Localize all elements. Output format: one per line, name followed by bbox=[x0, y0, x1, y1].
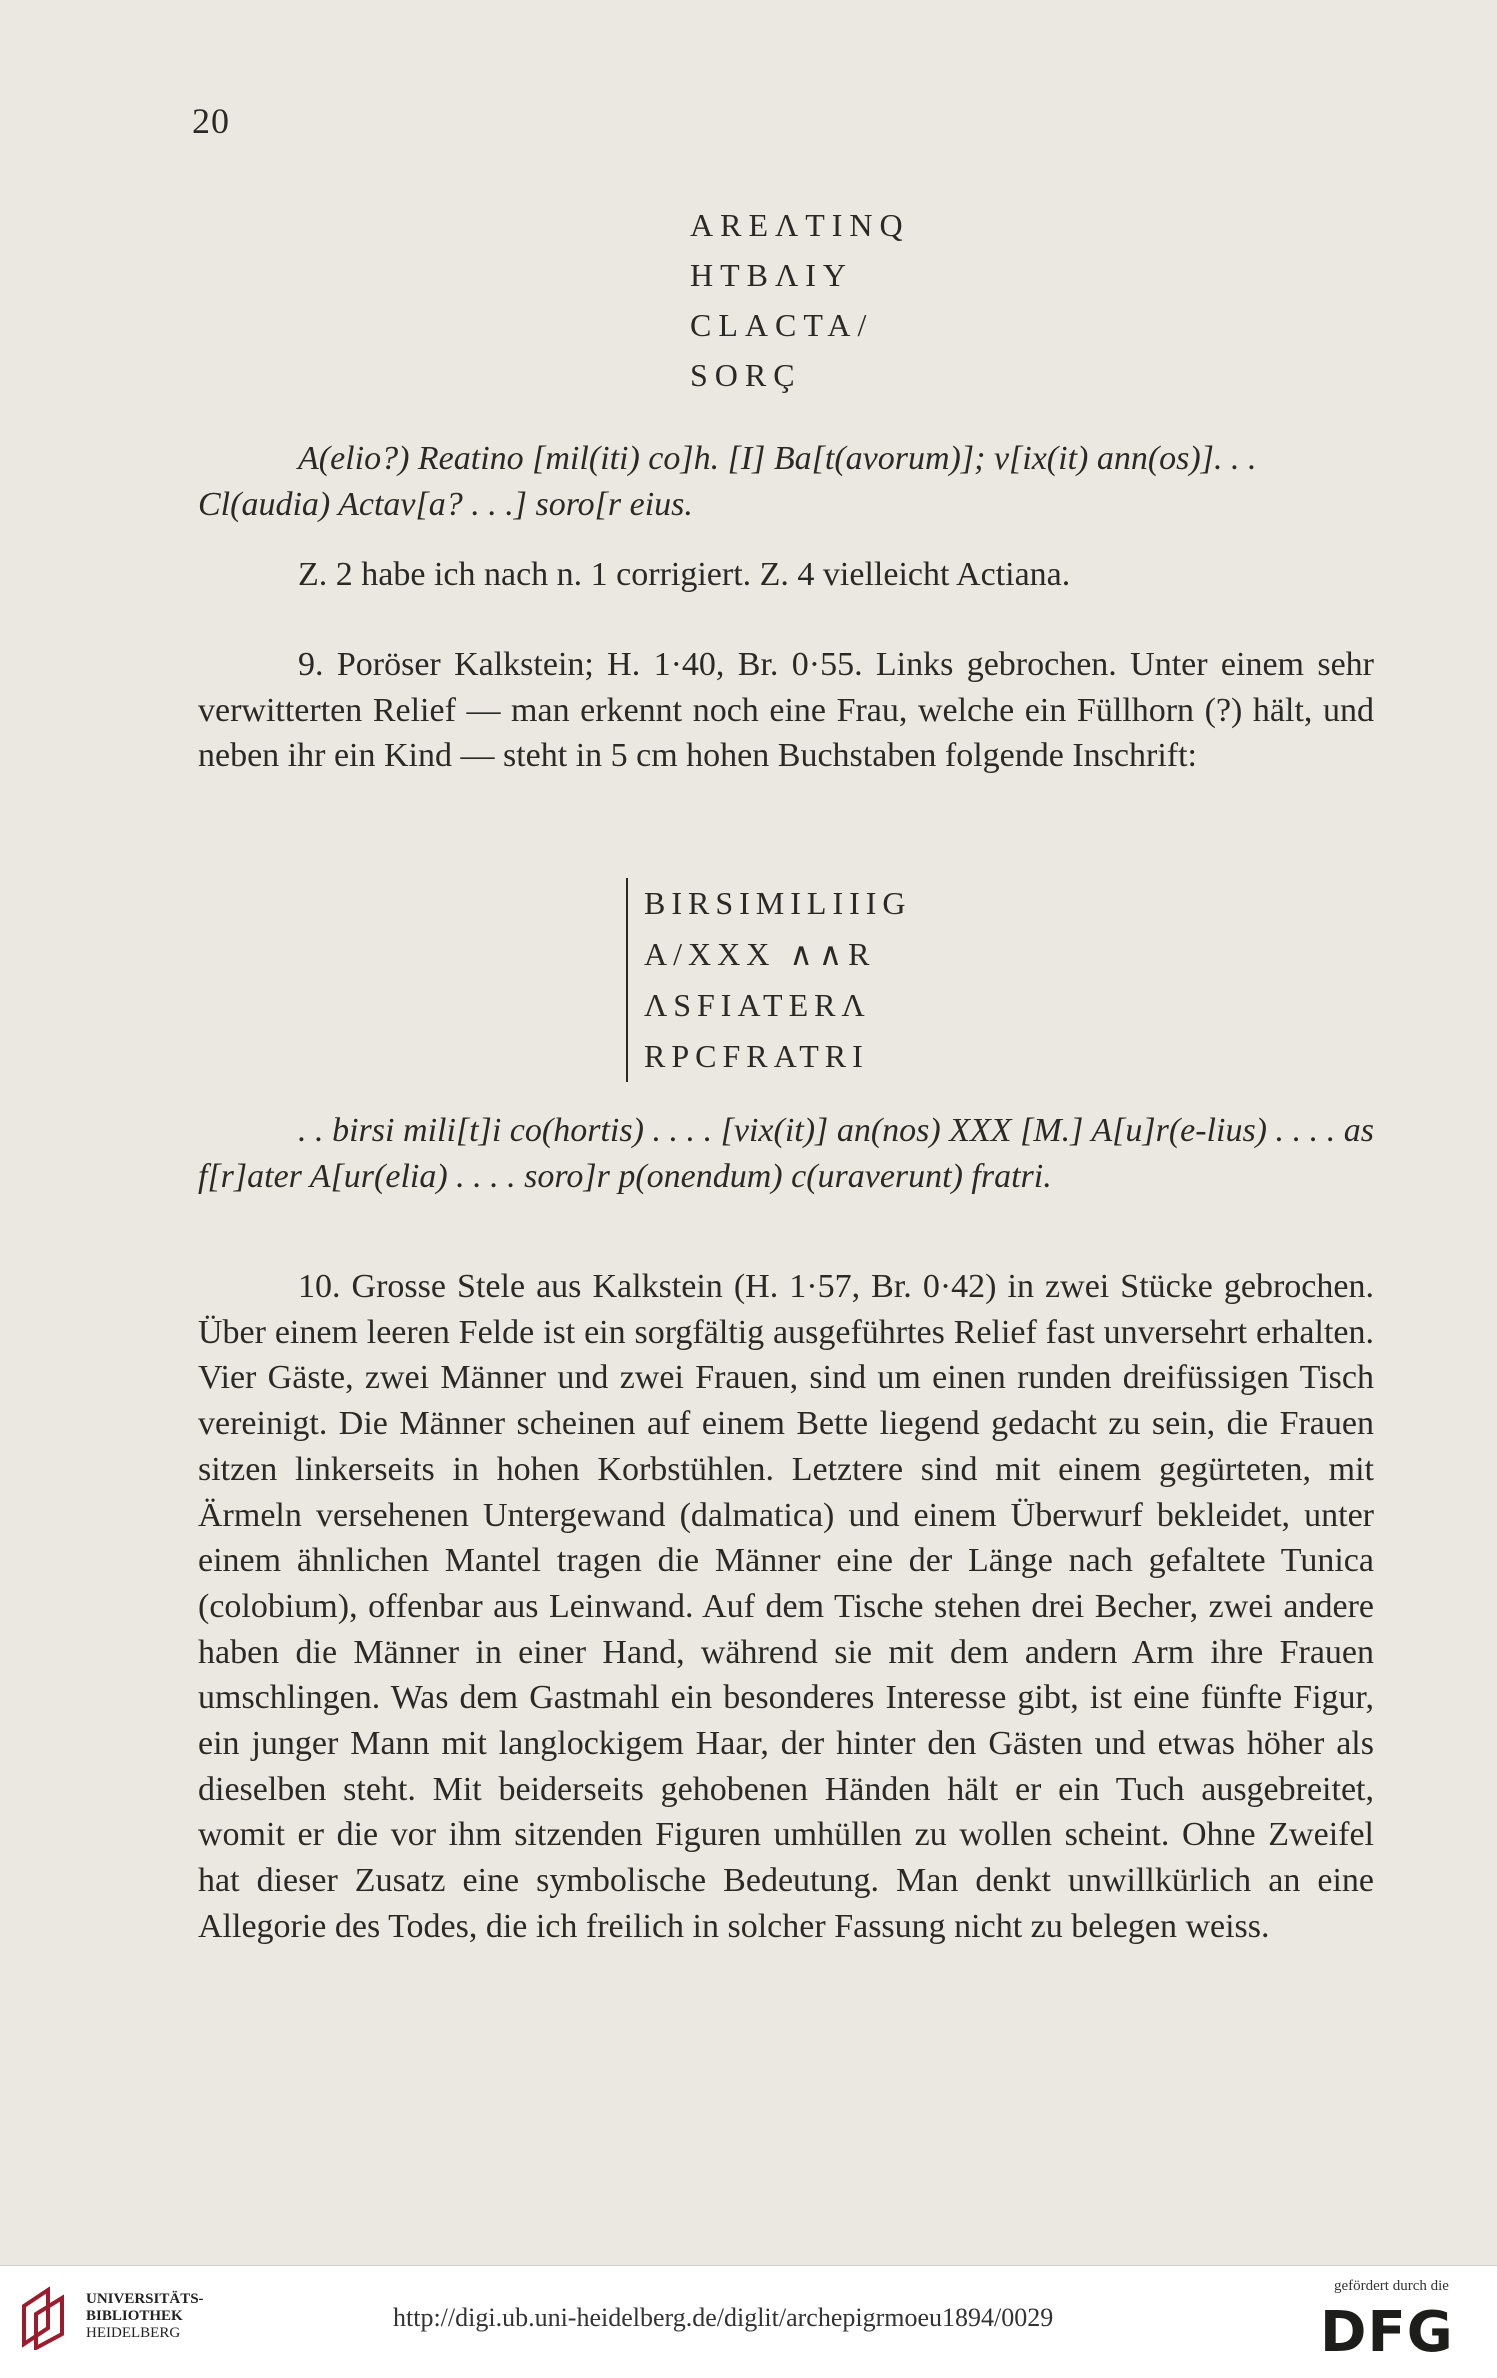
entry-10-paragraph bbox=[198, 1264, 1374, 1950]
page-number: 20 bbox=[192, 101, 230, 141]
inscription-line: AREΛTINQ bbox=[690, 207, 910, 243]
reading-line: Cl(audia) Actav[a? . . .] soro[r eius. bbox=[198, 485, 693, 523]
library-name bbox=[86, 2291, 204, 2342]
entry-9-paragraph bbox=[198, 642, 1374, 779]
reading-text: . . birsi mili[t]i co(hortis) . . . . [vix(it)] an(nos) XXX [M.] A[u]r(e-lius) . . . . as f[r]ater A[ur(elia) . . . . soro]r p(onendum) c(uraverunt) fratri. bbox=[198, 1112, 1374, 1195]
inscription-line: BIRSIMILIIIG bbox=[644, 885, 912, 921]
inscription-line: SORÇ bbox=[690, 357, 802, 393]
commentary-text: Z. 2 habe ich nach n. 1 corrigiert. Z. 4 vielleicht Actiana. bbox=[298, 556, 1071, 593]
funded-by-label: gefördert durch die bbox=[1334, 2278, 1449, 2294]
library-name-line: BIBLIOTHEK bbox=[86, 2308, 183, 2324]
entry-10-text: 10. Grosse Stele aus Kalkstein (H. 1·57, Br. 0·42) in zwei Stücke gebrochen. Über einem leeren Felde ist ein sorgfältig ausgeführtes Relief fast unversehrt erhalten. Vier Gäste, zwei Männer und zwei Frauen, sind um einen runden dreifüssigen Tisch vereinigt. Die Männer scheinen auf einem Bette liegend gedacht zu sein, die Frauen sitzen linkerseits in hohen Korbstühlen. Letztere sind mit einem gegürteten, mit Ärmeln versehenen Untergewand (dalmatica) und einem Überwurf bekleidet, unter einem ähnlichen Mantel tragen die Männer eine der Länge nach gefaltete Tunica (colobium), offenbar aus Leinwand. Auf dem Tische stehen drei Becher, zwei andere haben die Männer in einer Hand, während sie mit dem andern Arm ihre Frauen umschlingen. Was dem Gastmahl ein besonderes Interesse gibt, ist eine fünfte Figur, ein junger Mann mit langlockigem Haar, der hinter den Gästen und etwas höher als dieselben steht. Mit beiderseits gehobenen Händen hält er ein Tuch ausgebreitet, womit er die vor ihm sitzenden Figuren umhüllen zu wollen scheint. Ohne Zweifel hat dieser Zusatz eine symbolische Bedeutung. Man denkt unwillkürlich an eine Allegorie des Todes, die ich freilich in solcher Fassung nicht zu belegen weiss. bbox=[198, 1268, 1374, 1945]
reading-line: A(elio?) Reatino [mil(iti) co]h. [I] Ba[t(avorum)]; v[ix(it) ann(os)]. . . bbox=[298, 440, 1257, 477]
source-url-link[interactable]: http://digi.ub.uni-heidelberg.de/diglit/archepigrmoeu1894/0029 bbox=[393, 2303, 1054, 2332]
inscription-reading-2 bbox=[198, 1108, 1374, 1199]
entry-9-text: 9. Poröser Kalkstein; H. 1·40, Br. 0·55. Links gebrochen. Unter einem sehr verwitterten Relief — man erkennt noch eine Frau, welche ein Füllhorn (?) hält, und neben ihr ein Kind — steht in 5 cm hohen Buchstaben folgende Inschrift: bbox=[198, 646, 1374, 775]
inscription-block-1 bbox=[690, 200, 910, 400]
inscription-reading-1 bbox=[198, 436, 1374, 527]
inscription-line: A/XXX ∧∧R bbox=[644, 936, 876, 972]
library-logo-icon bbox=[18, 2284, 72, 2350]
inscription-block-2 bbox=[626, 878, 912, 1082]
inscription-line: HTBΛIY bbox=[690, 257, 853, 293]
inscription-line: CLACTA/ bbox=[690, 307, 874, 343]
library-city: HEIDELBERG bbox=[86, 2325, 181, 2341]
inscription-line: ΛSFIATERΛ bbox=[644, 987, 871, 1023]
inscription-line: RPCFRATRI bbox=[644, 1038, 869, 1074]
commentary-paragraph bbox=[198, 552, 1374, 598]
dfg-logo: DFG bbox=[1320, 2300, 1454, 2365]
library-name-line: UNIVERSITÄTS- bbox=[86, 2291, 204, 2307]
